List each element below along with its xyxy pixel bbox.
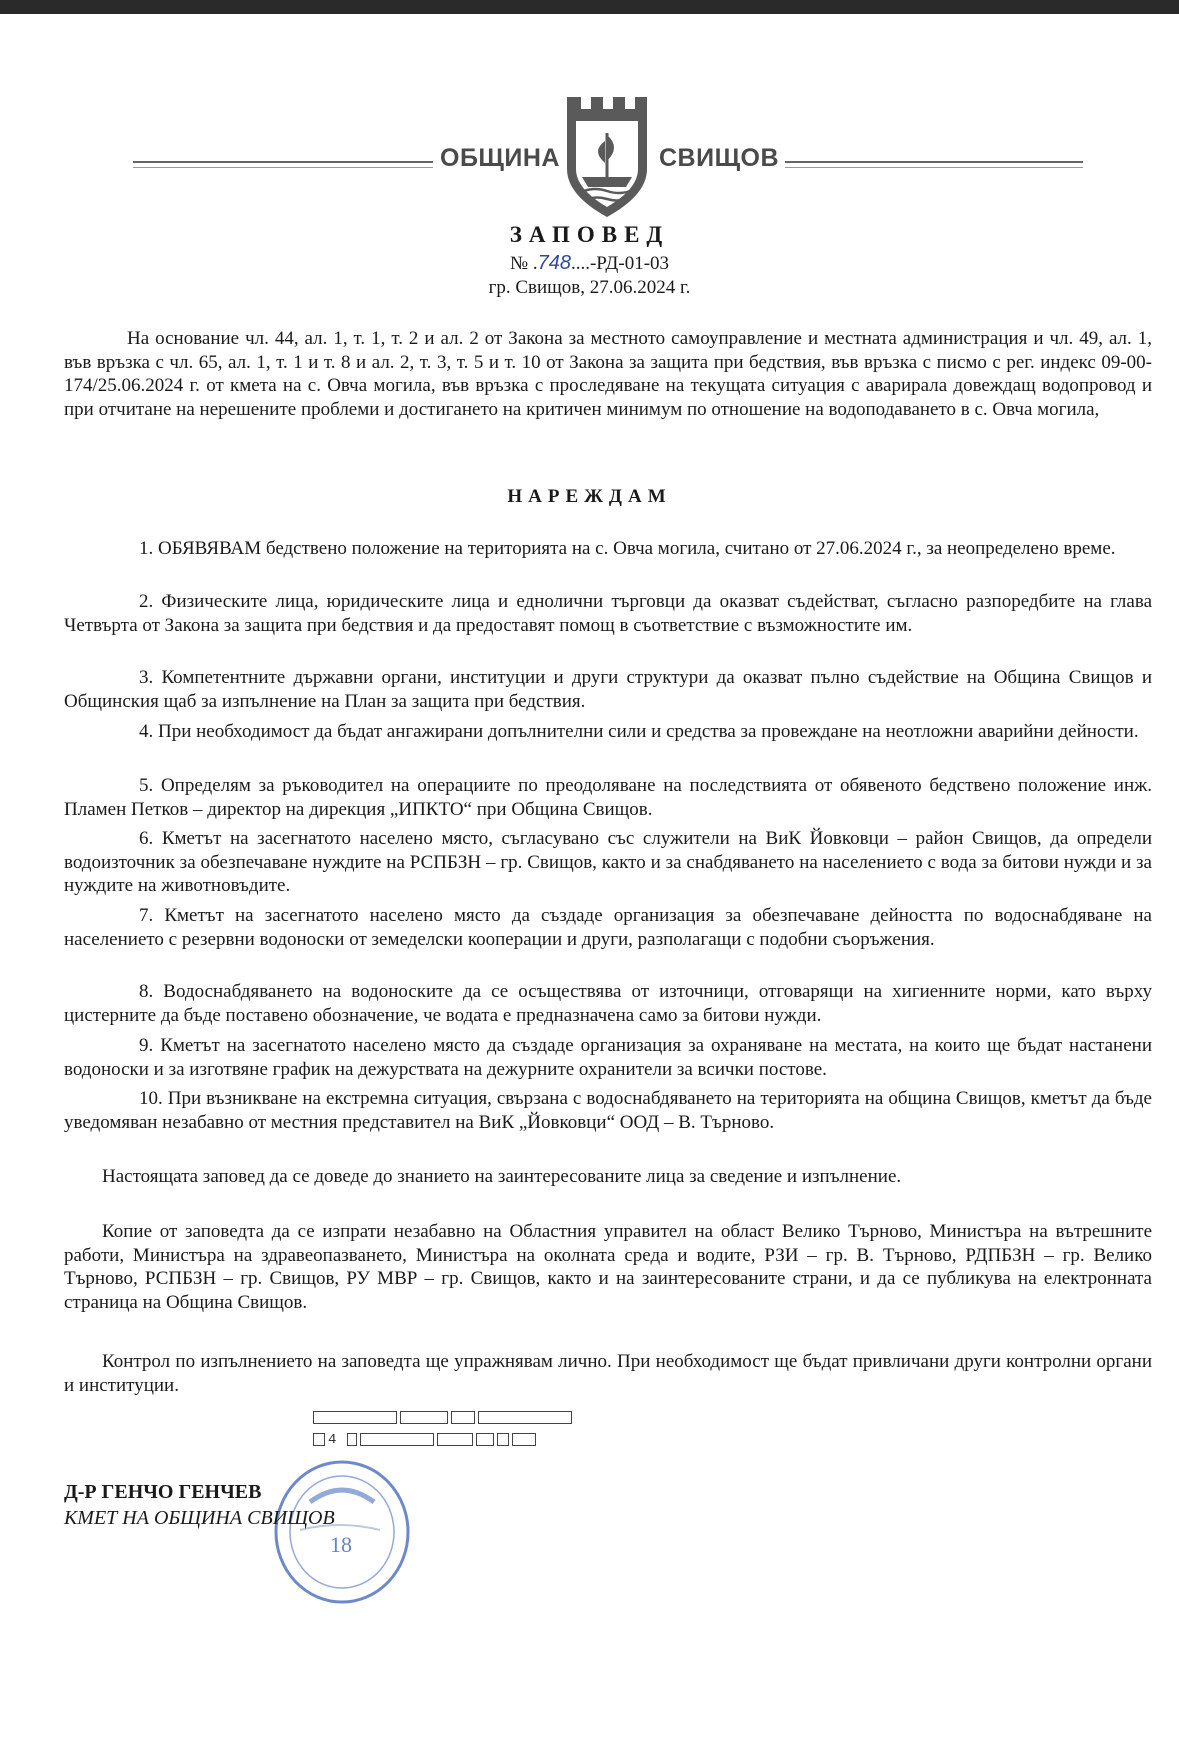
- redacted-block: [313, 1411, 397, 1424]
- redacted-block: [451, 1411, 475, 1424]
- number-handwritten: 748: [537, 252, 571, 274]
- number-prefix: №: [509, 253, 529, 274]
- header-rule-left: [133, 161, 433, 163]
- document-title: ЗАПОВЕД: [509, 222, 670, 247]
- order-item: 5. Определям за ръководител на операциите по преодоляване на последствията от обявеното бедствено положение инж. Пламен Петков – директор на дирекция „ИПКТО“ при Община Свищов.: [64, 775, 1152, 820]
- signatory-name: Д-Р ГЕНЧО ГЕНЧЕВ: [64, 1481, 262, 1503]
- header-rule-right-thin: [785, 167, 1083, 168]
- municipality-crest-icon: [562, 95, 652, 220]
- redacted-block: [400, 1411, 448, 1424]
- order-item: 1. ОБЯВЯВАМ бедствено положение на територията на с. Овча могила, считано от 27.06.2024 г., за неопределено време.: [139, 538, 1116, 559]
- signatory-title: КМЕТ НА ОБЩИНА СВИЩОВ: [64, 1507, 335, 1529]
- number-dots-before: .: [532, 253, 538, 274]
- header-rule-right: [785, 161, 1083, 163]
- number-suffix: -РД-01-03: [589, 253, 670, 274]
- stamp-number: 18: [330, 1532, 352, 1557]
- order-item: 10. При възникване на екстремна ситуация, свързана с водоснабдяването на територията на община Свищов, кметът да бъде уведомяван незабавно от местния представител на ВиК „Йовковци“ ООД – В. Търново.: [64, 1088, 1152, 1133]
- order-item: 3. Компетентните държавни органи, институции и други структури да оказват пълно съдействие на Община Свищов и Общинския щаб за изпълнение на План за защита при бедствия.: [64, 667, 1152, 712]
- order-item: 6. Кметът на засегнатото населено място, съгласувано със служители на ВиК Йовковци – район Свищов, да определи водоизточник за обезпечаване нуждите на РСПБЗН – гр. Свищов, както и за снабдяването на населението с вода за битови нужди и за нуждите на животновъдите.: [64, 828, 1152, 897]
- place-and-date: гр. Свищов, 27.06.2024 г.: [488, 277, 691, 298]
- redacted-block: [512, 1433, 536, 1446]
- redacted-digit: 4: [328, 1432, 338, 1448]
- municipality-header: [128, 95, 1088, 220]
- closing-paragraph-copies: Копие от заповедта да се изпрати незабавно на Областния управител на област Велико Търново, Министъра на вътрешните работи, Министъра на здравеопазването, Министъра на околната среда и водите, РЗИ – гр. В. Търново, РДПБЗН – гр. Велико Търново, РСПБЗН – гр. Свищов, РУ МВР – гр. Свищов, както и на заинтересованите страни, и да се публикува на електронната страница на Община Свищов.: [64, 1221, 1152, 1313]
- order-item: 7. Кметът на засегнатото населено място да създаде организация за обезпечаване дейността по водоснабдяване на населението с резервни водоноски от земеделски кооперации и други, разполагащи с подобни съоръжения.: [64, 905, 1152, 950]
- closing-paragraph-control: Контрол по изпълнението на заповедта ще упражнявам лично. При необходимост ще бъдат привличани други контролни органи и институции.: [64, 1351, 1152, 1396]
- header-rule-left-thin: [133, 167, 433, 168]
- order-item: 8. Водоснабдяването на водоноските да се осъществява от източници, отговарящи на хигиенните норми, като върху цистерните да бъде поставено обозначение, че водата е предназначена само за битови нужди.: [64, 981, 1152, 1026]
- order-item: 9. Кметът на засегнатото населено място да създаде организация за охраняване на местата, на които ще бъдат настанени водоноски и за изготвяне график на дежурствата на дежурните охранители за всички постове.: [64, 1035, 1152, 1080]
- closing-paragraph-notice: Настоящата заповед да се доведе до знанието на заинтересованите лица за сведение и изпълнение.: [102, 1166, 902, 1187]
- number-dots-after: ....: [570, 253, 590, 274]
- order-item: 4. При необходимост да бъдат ангажирани допълнителни сили и средства за провеждане на неотложни аварийни дейности.: [139, 721, 1139, 742]
- redacted-block: [478, 1411, 572, 1424]
- document-number: [0, 252, 1179, 275]
- header-word-left: ОБЩИНА: [440, 144, 560, 172]
- redacted-block: [476, 1433, 494, 1446]
- header-word-right: СВИЩОВ: [659, 144, 780, 172]
- redacted-line-1: [313, 1410, 575, 1426]
- preamble-paragraph: На основание чл. 44, ал. 1, т. 1, т. 2 и ал. 2 от Закона за местното самоуправление и местната администрация и чл. 49, ал. 1, във връзка с чл. 65, ал. 1, т. 1 и т. 8 и ал. 2, т. 3, т. 5 и т. 10 от Закона за защита при бедствия, във връзка с писмо с рег. индекс 09-00-174/25.06.2024 г. от кмета на с. Овча могила, във връзка с проследяване на текущата ситуация с аварирала довеждащ водопровод и при отчитане на нерешените проблеми и достигането на критичен минимум по отношение на водоподаването в с. Овча могила,: [64, 328, 1152, 420]
- scan-top-edge: [0, 0, 1179, 14]
- order-heading: НАРЕЖДАМ: [507, 486, 672, 507]
- order-item: 2. Физическите лица, юридическите лица и еднолични търговци да оказват съдействат, съгласно разпоредбите на глава Четвърта от Закона за защита при бедствия и да предоставят помощ в съответствие с възможностите им.: [64, 591, 1152, 636]
- redacted-block: [437, 1433, 473, 1446]
- redacted-block: [497, 1433, 509, 1446]
